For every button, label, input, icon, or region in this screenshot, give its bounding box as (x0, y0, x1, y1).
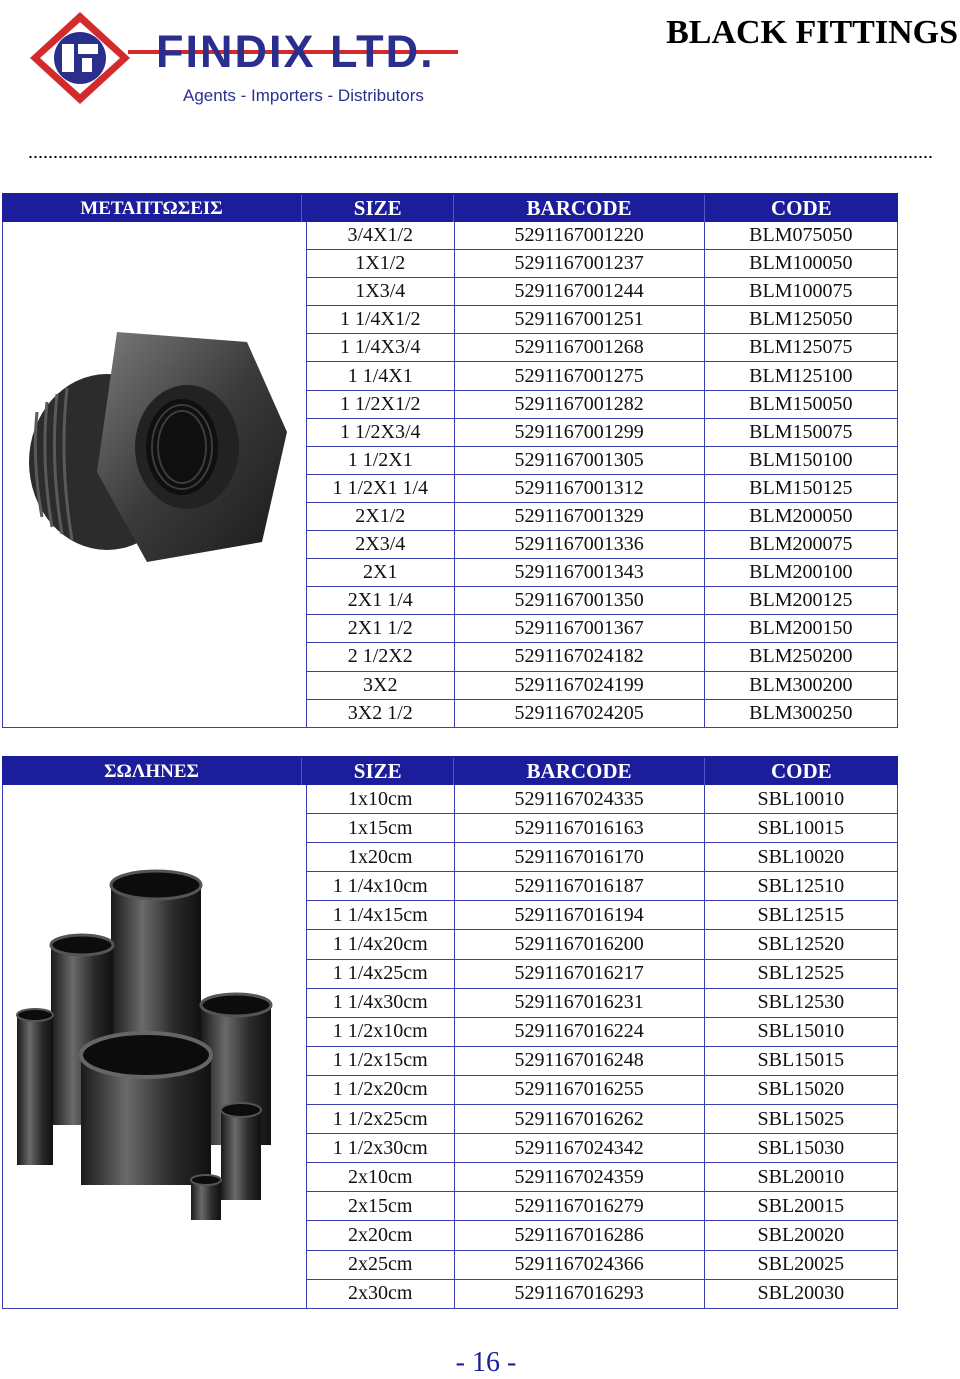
cell-barcode: 5291167024335 (454, 785, 704, 813)
cell-code: SBL10015 (704, 814, 898, 842)
cell-code: SBL12510 (704, 872, 898, 900)
logo-name: FINDIX LTD. (156, 26, 435, 77)
table-row (306, 250, 898, 278)
table-row (306, 615, 898, 643)
table-row (306, 960, 898, 989)
table-row (306, 814, 898, 843)
table-row (306, 306, 898, 334)
cell-size: 1 1/2x30cm (306, 1134, 454, 1162)
cell-size: 1 1/2X1/2 (306, 391, 454, 418)
cell-code: SBL12515 (704, 901, 898, 929)
cell-size: 1 1/2X1 (306, 447, 454, 474)
cell-code: BLM300200 (704, 672, 898, 699)
cell-barcode: 5291167016224 (454, 1018, 704, 1046)
logo-tagline: Agents - Importers - Distributors (183, 86, 424, 105)
table-row (306, 531, 898, 559)
cell-barcode: 5291167001275 (454, 362, 704, 389)
cell-size: 1 1/2x15cm (306, 1047, 454, 1075)
table-row (306, 1018, 898, 1047)
cell-size: 1x20cm (306, 843, 454, 871)
cell-barcode: 5291167001220 (454, 222, 704, 249)
reducer-fitting-icon (17, 322, 297, 582)
cell-code: SBL12520 (704, 930, 898, 958)
cell-barcode: 5291167016255 (454, 1076, 704, 1104)
table-row (306, 362, 898, 390)
table-row (306, 672, 898, 700)
pipe-front-wide-icon (81, 1033, 211, 1185)
cell-code: BLM200050 (704, 503, 898, 530)
column-code: CODE (704, 195, 898, 222)
cell-barcode: 5291167001268 (454, 334, 704, 361)
table-row (306, 643, 898, 671)
cell-code: SBL20010 (704, 1163, 898, 1191)
cell-barcode: 5291167001305 (454, 447, 704, 474)
cell-code: SBL15020 (704, 1076, 898, 1104)
cell-size: 1x10cm (306, 785, 454, 813)
cell-barcode: 5291167024199 (454, 672, 704, 699)
cell-barcode: 5291167016293 (454, 1280, 704, 1308)
product-image-reducer (3, 222, 306, 727)
table-row (306, 843, 898, 872)
cell-barcode: 5291167001244 (454, 278, 704, 305)
table-header (2, 193, 898, 222)
cell-barcode: 5291167001282 (454, 391, 704, 418)
table-row (306, 419, 898, 447)
rows-pipe-nipples (306, 785, 898, 1308)
cell-code: SBL12530 (704, 989, 898, 1017)
cell-code: BLM125100 (704, 362, 898, 389)
cell-barcode: 5291167016286 (454, 1221, 704, 1249)
cell-code: SBL20030 (704, 1280, 898, 1308)
cell-code: BLM200100 (704, 559, 898, 586)
cell-code: BLM125075 (704, 334, 898, 361)
table-row (306, 1163, 898, 1192)
table-row (306, 872, 898, 901)
cell-barcode: 5291167001336 (454, 531, 704, 558)
cell-size: 2x15cm (306, 1192, 454, 1220)
cell-size: 2X1 1/4 (306, 587, 454, 614)
table-row (306, 1280, 898, 1308)
cell-size: 1X1/2 (306, 250, 454, 277)
cell-barcode: 5291167016279 (454, 1192, 704, 1220)
table-row (306, 278, 898, 306)
cell-code: BLM200075 (704, 531, 898, 558)
cell-barcode: 5291167016200 (454, 930, 704, 958)
table-row (306, 391, 898, 419)
cell-code: SBL15010 (704, 1018, 898, 1046)
cell-barcode: 5291167001329 (454, 503, 704, 530)
cell-barcode: 5291167016170 (454, 843, 704, 871)
table-row (306, 1251, 898, 1280)
cell-barcode: 5291167016194 (454, 901, 704, 929)
table-row (306, 1047, 898, 1076)
pipe-tiny-icon (191, 1175, 221, 1220)
cell-barcode: 5291167024205 (454, 700, 704, 727)
product-image-nipples (3, 785, 306, 1308)
cell-size: 3X2 1/2 (306, 700, 454, 727)
cell-code: BLM300250 (704, 700, 898, 727)
cell-barcode: 5291167016187 (454, 872, 704, 900)
cell-code: SBL15030 (704, 1134, 898, 1162)
cell-barcode: 5291167001367 (454, 615, 704, 642)
column-barcode: BARCODE (453, 195, 703, 222)
cell-barcode: 5291167001343 (454, 559, 704, 586)
pipe-small-left-icon (17, 1009, 53, 1165)
cell-size: 2X1 (306, 559, 454, 586)
table-row (306, 503, 898, 531)
page-number: - 16 - (455, 1347, 517, 1378)
cell-size: 3/4X1/2 (306, 222, 454, 249)
column-size: SIZE (301, 195, 453, 222)
rows-reducers (306, 222, 898, 727)
cell-barcode: 5291167001312 (454, 475, 704, 502)
table-row (306, 559, 898, 587)
table-row (306, 334, 898, 362)
category-title: ΣΩΛΗΝΕΣ (104, 760, 199, 782)
cell-size: 1 1/4x10cm (306, 872, 454, 900)
cell-size: 1 1/4X1 (306, 362, 454, 389)
cell-barcode: 5291167016231 (454, 989, 704, 1017)
column-size: SIZE (301, 758, 453, 785)
cell-code: BLM150050 (704, 391, 898, 418)
cell-code: BLM200150 (704, 615, 898, 642)
cell-size: 1 1/4x30cm (306, 989, 454, 1017)
table-row (306, 989, 898, 1018)
cell-code: SBL20020 (704, 1221, 898, 1249)
cell-size: 2x30cm (306, 1280, 454, 1308)
cell-code: SBL10020 (704, 843, 898, 871)
section-pipe-nipples (2, 756, 898, 1309)
table-header (2, 756, 898, 785)
cell-size: 2 1/2X2 (306, 643, 454, 670)
table-row (306, 447, 898, 475)
table-row (306, 930, 898, 959)
cell-size: 1 1/4x20cm (306, 930, 454, 958)
cell-size: 1 1/2x25cm (306, 1105, 454, 1133)
cell-code: BLM150100 (704, 447, 898, 474)
cell-size: 1X3/4 (306, 278, 454, 305)
cell-code: SBL20025 (704, 1251, 898, 1279)
cell-code: BLM100050 (704, 250, 898, 277)
cell-code: SBL20015 (704, 1192, 898, 1220)
cell-size: 1 1/2x20cm (306, 1076, 454, 1104)
table-row (306, 1076, 898, 1105)
cell-barcode: 5291167016163 (454, 814, 704, 842)
cell-code: BLM200125 (704, 587, 898, 614)
table-row (306, 1221, 898, 1250)
cell-code: SBL12525 (704, 960, 898, 988)
cell-size: 1 1/2x10cm (306, 1018, 454, 1046)
cell-code: SBL15015 (704, 1047, 898, 1075)
cell-size: 1 1/2X3/4 (306, 419, 454, 446)
cell-size: 2X3/4 (306, 531, 454, 558)
pipe-small-right-icon (221, 1103, 261, 1200)
cell-code: BLM150075 (704, 419, 898, 446)
cell-size: 1 1/4x25cm (306, 960, 454, 988)
column-code: CODE (704, 758, 898, 785)
cell-barcode: 5291167001299 (454, 419, 704, 446)
cell-code: BLM125050 (704, 306, 898, 333)
cell-size: 3X2 (306, 672, 454, 699)
table-row (306, 1134, 898, 1163)
column-barcode: BARCODE (453, 758, 703, 785)
cell-size: 1 1/2X1 1/4 (306, 475, 454, 502)
pipe-nipples-icon (11, 865, 301, 1225)
cell-barcode: 5291167024366 (454, 1251, 704, 1279)
cell-code: BLM150125 (704, 475, 898, 502)
cell-code: SBL10010 (704, 785, 898, 813)
table-row (306, 901, 898, 930)
cell-code: BLM100075 (704, 278, 898, 305)
cell-barcode: 5291167001237 (454, 250, 704, 277)
cell-code: BLM075050 (704, 222, 898, 249)
section-reducers (2, 193, 898, 728)
cell-barcode: 5291167001350 (454, 587, 704, 614)
cell-size: 2x10cm (306, 1163, 454, 1191)
cell-barcode: 5291167001251 (454, 306, 704, 333)
dotted-divider (28, 154, 932, 160)
cell-size: 1 1/4X3/4 (306, 334, 454, 361)
cell-size: 2x20cm (306, 1221, 454, 1249)
cell-barcode: 5291167024182 (454, 643, 704, 670)
cell-size: 2x25cm (306, 1251, 454, 1279)
category-title: ΜΕΤΑΠΤΩΣΕΙΣ (80, 197, 223, 219)
cell-size: 2X1 1/2 (306, 615, 454, 642)
page-title: BLACK FITTINGS (666, 14, 958, 51)
cell-size: 2X1/2 (306, 503, 454, 530)
cell-size: 1x15cm (306, 814, 454, 842)
table-row (306, 700, 898, 727)
table-row (306, 222, 898, 250)
cell-code: BLM250200 (704, 643, 898, 670)
cell-barcode: 5291167016262 (454, 1105, 704, 1133)
cell-barcode: 5291167024359 (454, 1163, 704, 1191)
table-row (306, 1192, 898, 1221)
cell-barcode: 5291167016248 (454, 1047, 704, 1075)
table-row (306, 475, 898, 503)
cell-barcode: 5291167016217 (454, 960, 704, 988)
cell-code: SBL15025 (704, 1105, 898, 1133)
company-logo (20, 6, 460, 106)
cell-barcode: 5291167024342 (454, 1134, 704, 1162)
cell-size: 1 1/4X1/2 (306, 306, 454, 333)
table-row (306, 1105, 898, 1134)
table-row (306, 785, 898, 814)
cell-size: 1 1/4x15cm (306, 901, 454, 929)
table-row (306, 587, 898, 615)
